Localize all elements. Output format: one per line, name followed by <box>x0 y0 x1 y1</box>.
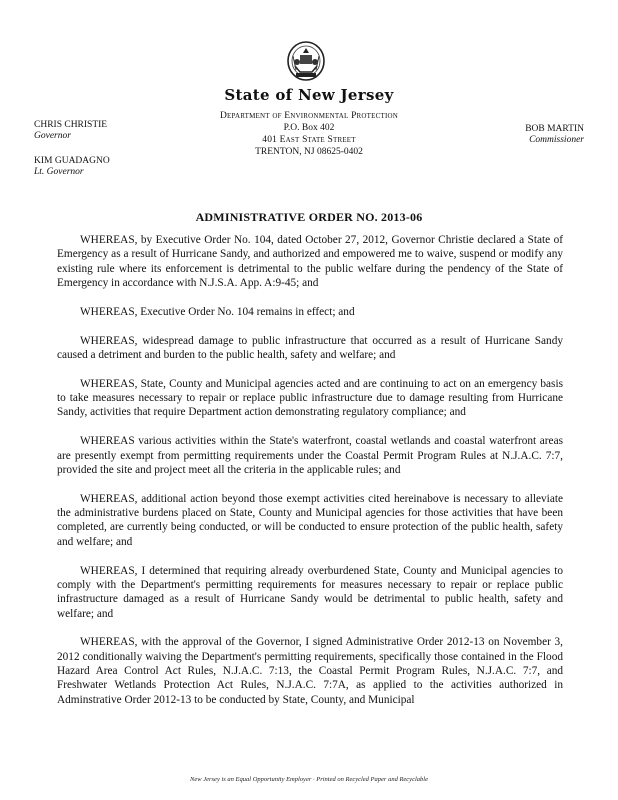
lt-governor-name: KIM GUADAGNO <box>34 156 110 166</box>
right-officials <box>525 124 584 146</box>
governor-title: Governor <box>34 131 71 141</box>
po-box: P.O. Box 402 <box>283 123 335 133</box>
state-seal-icon <box>286 40 326 84</box>
paragraph: WHEREAS, by Executive Order No. 104, dated October 27, 2012, Governor Christie declared a State of Emergency as a result of Hurricane Sandy, and authorized and empowered me to waive, suspend or modify any existing rule where its enforcement is detrimental to the public welfare during the pendency of the State of Emergency in accordance with N.J.S.A. App. A:9-45; and <box>57 234 563 289</box>
city-state-zip: TRENTON, NJ 08625-0402 <box>255 147 363 157</box>
left-officials <box>34 120 110 178</box>
street-address: 401 East State Street <box>262 135 356 145</box>
paragraph: WHEREAS, with the approval of the Governor, I signed Administrative Order 2012-13 on November 3, 2012 conditionally waiving the Department's permitting requirements, specifically those contained in the Flood Hazard Area Control Act Rules, N.J.A.C. 7:13, the Coastal Permit Program Rules, N.J.A.C. 7:7, and Freshwater Wetlands Protection Act Rules, N.J.A.C. 7:7A, as applied to the activities authorized in Adminstrative Order 2012-13 to be conducted by State, County, and Municipal <box>57 636 563 706</box>
paragraph: WHEREAS various activities within the State's waterfront, coastal wetlands and coastal waterfront areas are presently exempt from permitting requirements under the Coastal Permit Program Rules at N.J.A.C. 7:7, provided the site and project meet all the criteria in the applicable rules; and <box>57 435 563 476</box>
page-footer: New Jersey is an Equal Opportunity Employer · Printed on Recycled Paper and Recyclable <box>190 776 428 783</box>
paragraph: WHEREAS, widespread damage to public infrastructure that occurred as a result of Hurricane Sandy caused a detriment and burden to the public health, safety and welfare; and <box>57 334 563 361</box>
commissioner-name: BOB MARTIN <box>525 124 584 134</box>
order-body <box>57 233 563 721</box>
lt-governor-title: Lt. Governor <box>34 167 84 177</box>
state-title: State of New Jersey <box>224 86 394 104</box>
commissioner-title: Commissioner <box>529 135 584 145</box>
paragraph: WHEREAS, additional action beyond those exempt activities cited hereinabove is necessary to alleviate the administrative burdens placed on State, County and Municipal agencies for those activities that have been completed, are currently being conducted, or will be conducted to ensure protection of the public health, safety and welfare; and <box>57 492 563 548</box>
paragraph: WHEREAS, Executive Order No. 104 remains in effect; and <box>80 305 355 318</box>
department-name: Department of Environmental Protection <box>219 111 399 121</box>
paragraph: WHEREAS, I determined that requiring already overburdened State, County and Municipal agencies to comply with the Department's permitting requirements for measures necessary to repair or replace public infrastructure damaged as a result of Hurricane Sandy would be detrimental to public health, safety and welfare; and <box>57 564 563 620</box>
order-title: ADMINISTRATIVE ORDER NO. 2013-06 <box>195 210 423 224</box>
governor-name: CHRIS CHRISTIE <box>34 120 108 130</box>
paragraph: WHEREAS, State, County and Municipal agencies acted and are continuing to act on an emergency basis to take measures necessary to repair or replace public infrastructure due to damage resulting from Hurricane Sandy, activities that require Department action demonstrating regulatory compliance; and <box>57 377 563 419</box>
